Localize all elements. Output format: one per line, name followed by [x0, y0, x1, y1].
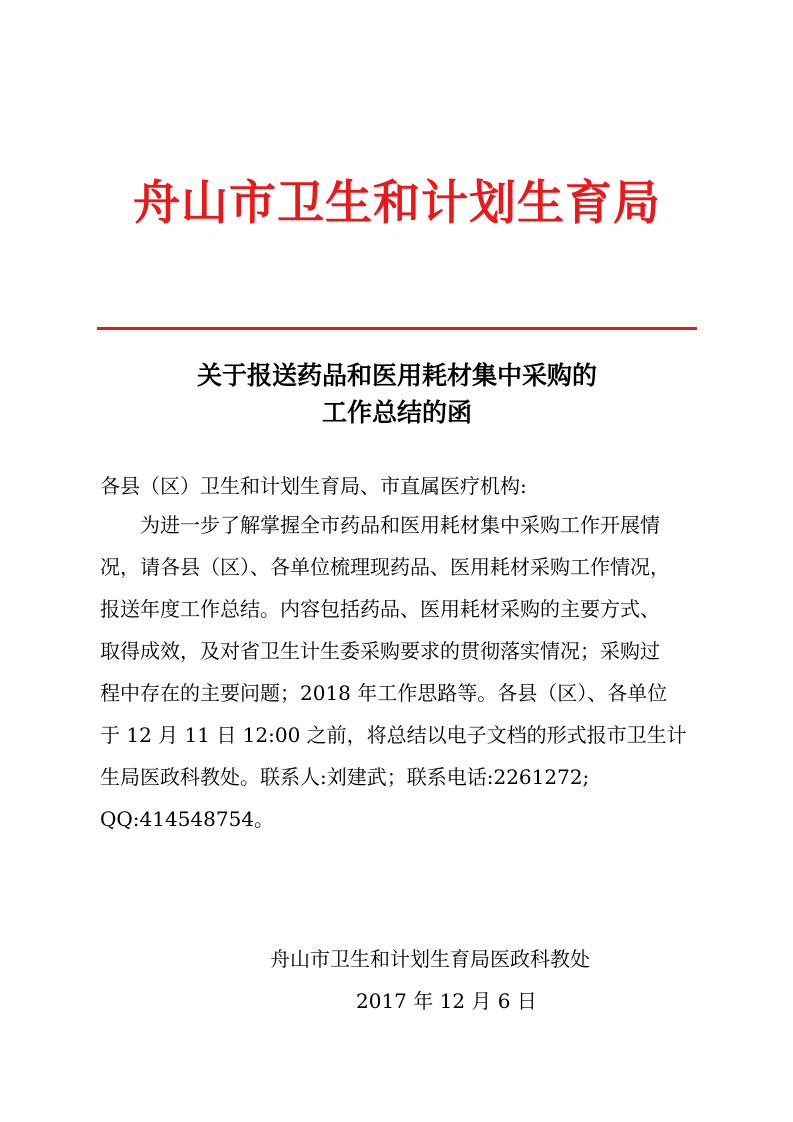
- salutation: 各县（区）卫生和计划生育局、市直属医疗机构:: [100, 474, 527, 498]
- body-line-8: QQ:414548754。: [100, 807, 275, 831]
- issuing-organization-header: 舟山市卫生和计划生育局: [133, 176, 661, 231]
- body-line-7: 生局医政科教处。联系人:刘建武；联系电话:2261272;: [100, 765, 590, 789]
- document-title-line-1: 关于报送药品和医用耗材集中采购的: [196, 361, 597, 390]
- body-line-5: 程中存在的主要问题；2018 年工作思路等。各县（区）、各单位: [100, 681, 668, 705]
- document-title-line-2: 工作总结的函: [321, 398, 472, 427]
- body-line-6: 于 12 月 11 日 12:00 之前，将总结以电子文档的形式报市卫生计: [100, 723, 687, 747]
- body-line-2: 况，请各县（区）、各单位梳理现药品、医用耗材采购工作情况，: [100, 555, 670, 579]
- red-divider-line: [97, 327, 697, 330]
- signature-organization: 舟山市卫生和计划生育局医政科教处: [270, 947, 590, 971]
- body-line-4: 取得成效，及对省卫生计生委采购要求的贯彻落实情况；采购过: [100, 639, 660, 663]
- body-line-1: 为进一步了解掌握全市药品和医用耗材集中采购工作开展情: [140, 513, 660, 537]
- body-line-3: 报送年度工作总结。内容包括药品、医用耗材采购的主要方式、: [100, 597, 660, 621]
- signature-date: 2017 年 12 月 6 日: [356, 989, 537, 1013]
